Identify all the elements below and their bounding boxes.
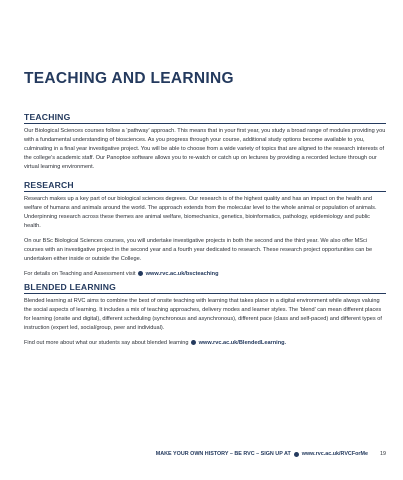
teaching-section xyxy=(24,112,386,178)
globe-icon xyxy=(191,340,196,345)
globe-icon xyxy=(138,271,143,276)
globe-icon xyxy=(294,452,299,457)
research-heading: RESEARCH xyxy=(24,180,386,192)
teaching-heading: TEACHING xyxy=(24,112,386,124)
blended-heading: BLENDED LEARNING xyxy=(24,282,386,294)
blended-link-prefix: Find out more about what our students say about blended learning xyxy=(24,340,189,347)
research-paragraph-1: Research makes up a key part of our biological sciences degrees. Our research is of the highest quality and has an impact on the health and welfare of humans and animals around the world. The approach extends from the molecular level to the whole animal or population of animals. Underpinning research across these themes are animal welfare, biomechanics, genetics, bioinformatics, pathology, epidemiology and public health. xyxy=(24,196,377,229)
blended-section xyxy=(24,282,386,348)
page-number: 19 xyxy=(380,451,386,457)
research-link-line xyxy=(24,270,386,279)
blended-link-line xyxy=(24,339,386,348)
research-link-prefix: For details on Teaching and Assessment visit xyxy=(24,271,136,278)
teaching-paragraph: Our Biological Sciences courses follow a ‘pathway’ approach. This means that in your first year, you study a broad range of modules providing you with a fundamental understanding of biosciences. As you progress through your course, additional study options become available to you, culminating in a final year investigative project. You will be able to choose from a wide variety of topics that are aligned to the research interests of the college’s academic staff. Our Panoptoe software allows you to re-watch or catch up on lectures by providing a recorded lecture through our virtual learning environment. xyxy=(24,128,386,170)
page-title: TEACHING AND LEARNING xyxy=(24,70,234,87)
page-footer xyxy=(24,451,386,457)
research-section xyxy=(24,180,386,279)
footer-tagline: MAKE YOUR OWN HISTORY – BE RVC – SIGN UP AT xyxy=(155,451,291,457)
blended-learning-link[interactable]: www.rvc.ac.uk/BlendedLearning. xyxy=(198,340,287,347)
research-paragraph-2: On our BSc Biological Sciences courses, you will undertake investigative projects in both the second and the third year. We also offer MSci courses with an investigative project in the second year and a fourth year dedicated to research. These research project opportunities can be undertaken either inside or outside the College. xyxy=(24,238,373,262)
blended-paragraph: Blended learning at RVC aims to combine the best of onsite teaching with learning that takes place in a digital environment while always valuing the social aspects of learning. It includes a mix of teaching approaches, delivery modes and learner styles. The ‘blend’ can mean different places for learning (onsite and digital), different scheduling (synchronous and asynchronous), different pace (class and self-paced) and different types of instruction (expert led, social/group, peer and individual). xyxy=(24,298,382,331)
footer-signup-link[interactable]: www.rvc.ac.uk/RVCForMe xyxy=(301,451,368,457)
teaching-assessment-link[interactable]: www.rvc.ac.uk/bscteaching xyxy=(145,271,219,278)
